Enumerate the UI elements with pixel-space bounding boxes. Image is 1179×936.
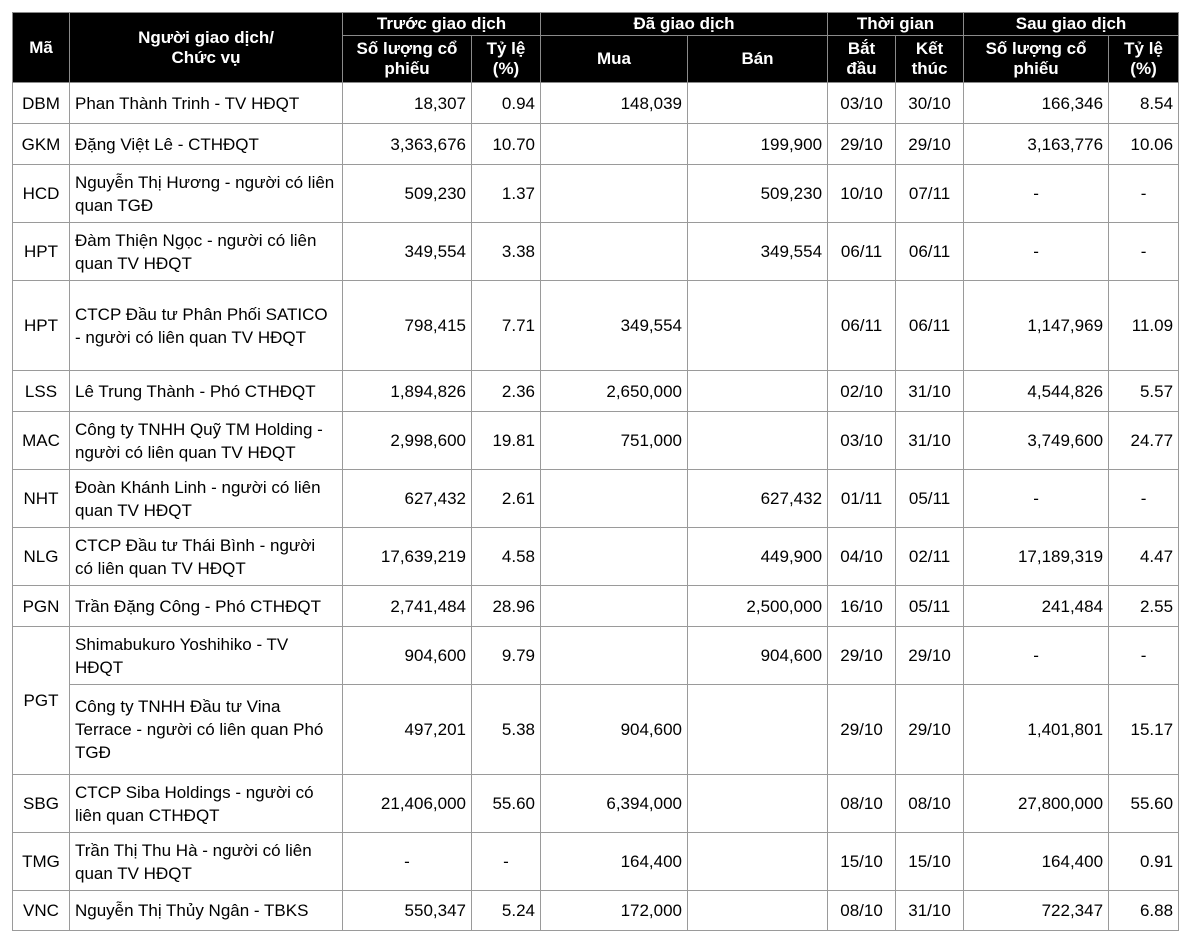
cell-ma: HPT xyxy=(13,223,70,281)
cell-sl-truoc: 904,600 xyxy=(343,627,472,685)
header-so-luong-sau: Số lượng cổ phiếu xyxy=(964,36,1109,83)
cell-nguoi: Trần Đặng Công - Phó CTHĐQT xyxy=(70,586,343,627)
header-ban: Bán xyxy=(688,36,828,83)
cell-tl-sau: 10.06 xyxy=(1109,124,1179,165)
insider-trading-table xyxy=(12,12,1179,931)
cell-mua xyxy=(541,528,688,586)
cell-sl-sau: - xyxy=(964,627,1109,685)
cell-bat-dau: 06/11 xyxy=(828,281,896,371)
cell-ket-thuc: 29/10 xyxy=(896,627,964,685)
cell-ma: MAC xyxy=(13,412,70,470)
cell-tl-truoc: 10.70 xyxy=(472,124,541,165)
table-row xyxy=(13,83,1179,124)
cell-sl-truoc: 17,639,219 xyxy=(343,528,472,586)
cell-ma: SBG xyxy=(13,775,70,833)
header-ty-le-truoc: Tỷ lệ (%) xyxy=(472,36,541,83)
cell-ma: DBM xyxy=(13,83,70,124)
cell-bat-dau: 01/11 xyxy=(828,470,896,528)
cell-bat-dau: 08/10 xyxy=(828,891,896,931)
cell-ket-thuc: 05/11 xyxy=(896,470,964,528)
cell-tl-sau: - xyxy=(1109,223,1179,281)
cell-ma: PGN xyxy=(13,586,70,627)
cell-tl-sau: 15.17 xyxy=(1109,685,1179,775)
table-row xyxy=(13,685,1179,775)
table-row xyxy=(13,470,1179,528)
cell-tl-truoc: 1.37 xyxy=(472,165,541,223)
cell-bat-dau: 03/10 xyxy=(828,83,896,124)
cell-mua: 148,039 xyxy=(541,83,688,124)
cell-mua: 6,394,000 xyxy=(541,775,688,833)
cell-ma: LSS xyxy=(13,371,70,412)
cell-ban: 199,900 xyxy=(688,124,828,165)
cell-ban xyxy=(688,83,828,124)
table-row xyxy=(13,627,1179,685)
cell-sl-sau: 3,163,776 xyxy=(964,124,1109,165)
cell-sl-sau: 1,401,801 xyxy=(964,685,1109,775)
cell-tl-truoc: 0.94 xyxy=(472,83,541,124)
cell-mua xyxy=(541,223,688,281)
cell-nguoi: Trần Thị Thu Hà - người có liên quan TV HĐQT xyxy=(70,833,343,891)
cell-mua xyxy=(541,470,688,528)
cell-tl-sau: 11.09 xyxy=(1109,281,1179,371)
cell-tl-truoc: 4.58 xyxy=(472,528,541,586)
table-row xyxy=(13,528,1179,586)
cell-tl-sau: - xyxy=(1109,470,1179,528)
cell-bat-dau: 29/10 xyxy=(828,685,896,775)
cell-sl-truoc: 509,230 xyxy=(343,165,472,223)
cell-tl-sau: - xyxy=(1109,627,1179,685)
cell-tl-truoc: 7.71 xyxy=(472,281,541,371)
cell-ma: PGT xyxy=(13,627,70,775)
header-truoc-giao-dich: Trước giao dịch xyxy=(343,13,541,36)
cell-nguoi: Đặng Việt Lê - CTHĐQT xyxy=(70,124,343,165)
cell-nguoi: Nguyễn Thị Hương - người có liên quan TGĐ xyxy=(70,165,343,223)
cell-tl-sau: 24.77 xyxy=(1109,412,1179,470)
header-ma: Mã xyxy=(13,13,70,83)
header-da-giao-dich: Đã giao dịch xyxy=(541,13,828,36)
cell-sl-truoc: 3,363,676 xyxy=(343,124,472,165)
table-row xyxy=(13,281,1179,371)
cell-mua: 751,000 xyxy=(541,412,688,470)
cell-ma: TMG xyxy=(13,833,70,891)
cell-ket-thuc: 08/10 xyxy=(896,775,964,833)
cell-nguoi: Công ty TNHH Quỹ TM Holding - người có liên quan TV HĐQT xyxy=(70,412,343,470)
cell-sl-sau: - xyxy=(964,165,1109,223)
cell-sl-sau: 1,147,969 xyxy=(964,281,1109,371)
table-row xyxy=(13,412,1179,470)
cell-nguoi: Lê Trung Thành - Phó CTHĐQT xyxy=(70,371,343,412)
cell-sl-sau: 241,484 xyxy=(964,586,1109,627)
cell-bat-dau: 16/10 xyxy=(828,586,896,627)
cell-ket-thuc: 02/11 xyxy=(896,528,964,586)
cell-mua: 2,650,000 xyxy=(541,371,688,412)
cell-ban: 509,230 xyxy=(688,165,828,223)
cell-nguoi: Đàm Thiện Ngọc - người có liên quan TV HĐQT xyxy=(70,223,343,281)
cell-bat-dau: 10/10 xyxy=(828,165,896,223)
cell-sl-sau: 722,347 xyxy=(964,891,1109,931)
table-row xyxy=(13,223,1179,281)
cell-ket-thuc: 06/11 xyxy=(896,223,964,281)
cell-sl-truoc: 1,894,826 xyxy=(343,371,472,412)
table-row xyxy=(13,586,1179,627)
cell-sl-sau: 27,800,000 xyxy=(964,775,1109,833)
cell-tl-truoc: - xyxy=(472,833,541,891)
table-row xyxy=(13,891,1179,931)
cell-tl-sau: 0.91 xyxy=(1109,833,1179,891)
cell-tl-sau: 2.55 xyxy=(1109,586,1179,627)
cell-ban: 449,900 xyxy=(688,528,828,586)
cell-sl-sau: - xyxy=(964,470,1109,528)
cell-mua xyxy=(541,124,688,165)
cell-ket-thuc: 05/11 xyxy=(896,586,964,627)
table-row xyxy=(13,833,1179,891)
cell-nguoi: CTCP Siba Holdings - người có liên quan CTHĐQT xyxy=(70,775,343,833)
cell-sl-truoc: 627,432 xyxy=(343,470,472,528)
cell-tl-truoc: 9.79 xyxy=(472,627,541,685)
cell-sl-truoc: 2,741,484 xyxy=(343,586,472,627)
cell-sl-truoc: 349,554 xyxy=(343,223,472,281)
cell-ma: HPT xyxy=(13,281,70,371)
cell-nguoi: Shimabukuro Yoshihiko - TV HĐQT xyxy=(70,627,343,685)
cell-tl-truoc: 2.61 xyxy=(472,470,541,528)
cell-tl-sau: 5.57 xyxy=(1109,371,1179,412)
cell-ban xyxy=(688,685,828,775)
header-ket-thuc-label: Kết thúc xyxy=(911,39,948,78)
cell-bat-dau: 04/10 xyxy=(828,528,896,586)
cell-ma: NHT xyxy=(13,470,70,528)
cell-sl-sau: 164,400 xyxy=(964,833,1109,891)
cell-bat-dau: 15/10 xyxy=(828,833,896,891)
cell-mua: 172,000 xyxy=(541,891,688,931)
cell-ban xyxy=(688,281,828,371)
cell-sl-sau: 3,749,600 xyxy=(964,412,1109,470)
cell-nguoi: CTCP Đầu tư Thái Bình - người có liên quan TV HĐQT xyxy=(70,528,343,586)
cell-sl-truoc: 18,307 xyxy=(343,83,472,124)
cell-ban xyxy=(688,371,828,412)
header-nguoi-giao-dich: Người giao dịch/ Chức vụ xyxy=(70,13,343,83)
cell-mua: 904,600 xyxy=(541,685,688,775)
cell-ma: GKM xyxy=(13,124,70,165)
cell-ban xyxy=(688,891,828,931)
cell-tl-truoc: 28.96 xyxy=(472,586,541,627)
cell-sl-truoc: 798,415 xyxy=(343,281,472,371)
cell-nguoi: Công ty TNHH Đầu tư Vina Terrace - người có liên quan Phó TGĐ xyxy=(70,685,343,775)
cell-tl-truoc: 2.36 xyxy=(472,371,541,412)
cell-ket-thuc: 07/11 xyxy=(896,165,964,223)
cell-bat-dau: 08/10 xyxy=(828,775,896,833)
cell-tl-truoc: 5.24 xyxy=(472,891,541,931)
cell-mua xyxy=(541,627,688,685)
table-row xyxy=(13,124,1179,165)
cell-sl-sau: 166,346 xyxy=(964,83,1109,124)
header-so-luong-truoc: Số lượng cổ phiếu xyxy=(343,36,472,83)
cell-tl-sau: 6.88 xyxy=(1109,891,1179,931)
cell-ket-thuc: 31/10 xyxy=(896,371,964,412)
cell-tl-truoc: 3.38 xyxy=(472,223,541,281)
cell-tl-truoc: 19.81 xyxy=(472,412,541,470)
cell-sl-truoc: - xyxy=(343,833,472,891)
cell-mua: 349,554 xyxy=(541,281,688,371)
cell-sl-truoc: 497,201 xyxy=(343,685,472,775)
cell-tl-sau: 8.54 xyxy=(1109,83,1179,124)
cell-tl-sau: - xyxy=(1109,165,1179,223)
cell-bat-dau: 29/10 xyxy=(828,124,896,165)
cell-sl-truoc: 550,347 xyxy=(343,891,472,931)
cell-nguoi: Phan Thành Trinh - TV HĐQT xyxy=(70,83,343,124)
cell-ket-thuc: 30/10 xyxy=(896,83,964,124)
cell-nguoi: CTCP Đầu tư Phân Phối SATICO - người có liên quan TV HĐQT xyxy=(70,281,343,371)
cell-tl-sau: 4.47 xyxy=(1109,528,1179,586)
cell-bat-dau: 06/11 xyxy=(828,223,896,281)
header-bat-dau: Bắt đầu xyxy=(828,36,896,83)
cell-bat-dau: 29/10 xyxy=(828,627,896,685)
cell-sl-sau: 4,544,826 xyxy=(964,371,1109,412)
cell-tl-truoc: 5.38 xyxy=(472,685,541,775)
cell-ban: 904,600 xyxy=(688,627,828,685)
cell-mua xyxy=(541,165,688,223)
header-thoi-gian: Thời gian xyxy=(828,13,964,36)
cell-mua: 164,400 xyxy=(541,833,688,891)
cell-sl-sau: - xyxy=(964,223,1109,281)
cell-ban xyxy=(688,412,828,470)
cell-ket-thuc: 06/11 xyxy=(896,281,964,371)
header-sau-giao-dich: Sau giao dịch xyxy=(964,13,1179,36)
cell-ban: 349,554 xyxy=(688,223,828,281)
cell-ma: VNC xyxy=(13,891,70,931)
header-ty-le-sau: Tỷ lệ (%) xyxy=(1109,36,1179,83)
header-mua: Mua xyxy=(541,36,688,83)
table-row xyxy=(13,371,1179,412)
cell-ban: 2,500,000 xyxy=(688,586,828,627)
header-ket-thuc xyxy=(896,36,964,83)
cell-ban: 627,432 xyxy=(688,470,828,528)
cell-ket-thuc: 31/10 xyxy=(896,891,964,931)
cell-sl-truoc: 2,998,600 xyxy=(343,412,472,470)
table-row xyxy=(13,165,1179,223)
cell-ket-thuc: 31/10 xyxy=(896,412,964,470)
cell-mua xyxy=(541,586,688,627)
cell-ban xyxy=(688,833,828,891)
cell-ma: HCD xyxy=(13,165,70,223)
cell-tl-truoc: 55.60 xyxy=(472,775,541,833)
cell-ket-thuc: 15/10 xyxy=(896,833,964,891)
cell-sl-truoc: 21,406,000 xyxy=(343,775,472,833)
cell-ket-thuc: 29/10 xyxy=(896,124,964,165)
cell-tl-sau: 55.60 xyxy=(1109,775,1179,833)
cell-ket-thuc: 29/10 xyxy=(896,685,964,775)
cell-ma: NLG xyxy=(13,528,70,586)
cell-bat-dau: 02/10 xyxy=(828,371,896,412)
cell-nguoi: Đoàn Khánh Linh - người có liên quan TV HĐQT xyxy=(70,470,343,528)
cell-sl-sau: 17,189,319 xyxy=(964,528,1109,586)
cell-bat-dau: 03/10 xyxy=(828,412,896,470)
table-row xyxy=(13,775,1179,833)
cell-ban xyxy=(688,775,828,833)
cell-nguoi: Nguyễn Thị Thủy Ngân - TBKS xyxy=(70,891,343,931)
